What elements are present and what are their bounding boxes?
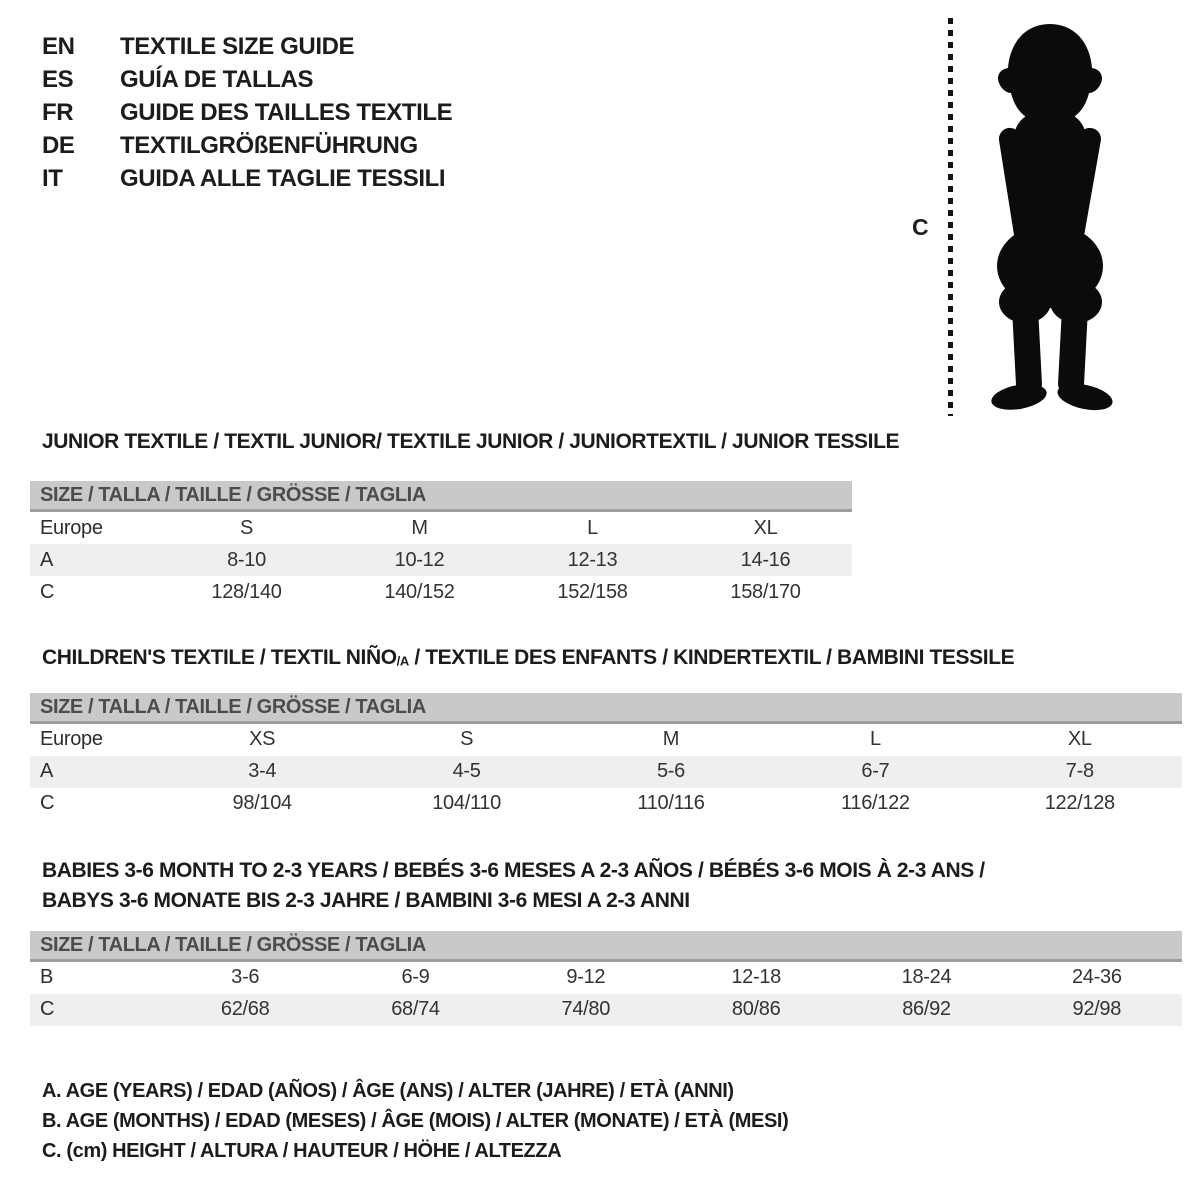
row-label: C (40, 580, 55, 603)
table-cell: 140/152 (384, 580, 455, 603)
legend (30, 1076, 1182, 1166)
table-cell: 110/116 (637, 792, 705, 815)
table-row (30, 544, 852, 576)
size-table (30, 962, 1182, 1026)
lang-code: EN (42, 33, 75, 60)
row-label: B (40, 966, 54, 989)
size-header-bar: SIZE / TALLA / TAILLE / GRÖSSE / TAGLIA (30, 481, 852, 512)
table-cell: XS (249, 728, 276, 751)
section-titles (30, 646, 1182, 674)
table-cell: L (869, 728, 881, 751)
section-titles (30, 856, 1182, 916)
table-cell: 86/92 (902, 998, 951, 1021)
size-tables (30, 430, 1182, 1166)
table-cell: 74/80 (561, 998, 611, 1021)
table-cell: 3-6 (231, 966, 260, 989)
table-cell: 4-5 (452, 760, 481, 783)
lang-row-es (42, 63, 452, 96)
table-cell: 12-13 (567, 548, 618, 571)
lang-row-de (42, 129, 452, 162)
table-cell: 14-16 (740, 548, 791, 571)
table-cell: S (239, 516, 254, 539)
lang-row-fr (42, 96, 452, 129)
section-title: BABIES 3-6 MONTH TO 2-3 YEARS / BEBÉS 3-6 MESES A 2-3 AÑOS / BÉBÉS 3-6 MOIS À 2-3 ANS / (42, 858, 985, 882)
lang-title: GUIDA ALLE TAGLIE TESSILI (120, 165, 446, 192)
table-cell: S (460, 728, 474, 751)
table-cell: 8-10 (227, 548, 266, 571)
table-cell: 9-12 (566, 966, 606, 989)
table-cell: M (662, 728, 680, 751)
table-cell: 24-36 (1071, 966, 1122, 989)
legend-line-a: A. AGE (YEARS) / EDAD (AÑOS) / ÂGE (ANS) / ALTER (JAHRE) / ETÀ (ANNI) (42, 1079, 734, 1102)
table-cell: L (587, 516, 598, 539)
toddler-silhouette-icon (964, 18, 1136, 418)
language-title-list (42, 30, 452, 195)
table-row (30, 724, 1182, 756)
table-cell: 68/74 (391, 998, 440, 1021)
lang-row-it (42, 162, 452, 195)
table-cell: XL (1067, 728, 1092, 751)
height-dashed-line (948, 18, 953, 416)
table-cell: 116/122 (841, 792, 910, 815)
table-cell: 98/104 (232, 792, 292, 815)
height-figure (900, 16, 1170, 426)
table-cell: 104/110 (432, 792, 501, 815)
table-cell: 18-24 (901, 966, 952, 989)
lang-title: TEXTILGRÖßENFÜHRUNG (120, 132, 418, 159)
table-cell: 80/86 (731, 998, 781, 1021)
lang-code: DE (42, 132, 75, 159)
row-label: C (40, 792, 55, 815)
table-cell: 122/128 (1044, 792, 1115, 815)
section-childrens-textile (30, 646, 1182, 820)
section-titles (30, 430, 1182, 454)
table-cell: 12-18 (731, 966, 781, 989)
row-label: Europe (40, 516, 103, 539)
row-label: C (40, 998, 55, 1021)
lang-code: IT (42, 165, 63, 192)
table-row (30, 512, 852, 544)
row-label: A (40, 760, 54, 783)
table-row (30, 756, 1182, 788)
table-row (30, 994, 1182, 1026)
table-cell: 6-7 (861, 760, 890, 783)
table-cell: 3-4 (248, 760, 277, 783)
row-label: A (40, 548, 54, 571)
legend-line-b: B. AGE (MONTHS) / EDAD (MESES) / ÂGE (MOIS) / ALTER (MONATE) / ETÀ (MESI) (42, 1109, 789, 1132)
row-label: Europe (40, 728, 103, 751)
size-sections-mount (30, 430, 1182, 1026)
table-cell: 10-12 (394, 548, 445, 571)
table-cell: M (411, 516, 428, 539)
table-cell: XL (753, 516, 778, 539)
table-cell: 6-9 (401, 966, 430, 989)
size-table (30, 724, 1182, 820)
size-header-bar: SIZE / TALLA / TAILLE / GRÖSSE / TAGLIA (30, 693, 1182, 724)
table-cell: 152/158 (557, 580, 628, 603)
table-row (30, 962, 1182, 994)
table-cell: 128/140 (211, 580, 282, 603)
table-cell: 7-8 (1065, 760, 1094, 783)
lang-row-en (42, 30, 452, 63)
section-babies (30, 856, 1182, 1026)
lang-code: ES (42, 66, 74, 93)
table-cell: 158/170 (730, 580, 801, 603)
table-cell: 62/68 (220, 998, 270, 1021)
size-header-bar: SIZE / TALLA / TAILLE / GRÖSSE / TAGLIA (30, 931, 1182, 962)
table-cell: 5-6 (656, 760, 685, 783)
section-title: BABYS 3-6 MONATE BIS 2-3 JAHRE / BAMBINI 3-6 MESI A 2-3 ANNI (42, 888, 690, 912)
lang-title: GUIDE DES TAILLES TEXTILE (120, 99, 453, 126)
height-measure-label: C (912, 214, 929, 240)
section-title: CHILDREN'S TEXTILE / TEXTIL NIÑO/A / TEXTILE DES ENFANTS / KINDERTEXTIL / BAMBINI TESSILE (42, 646, 1015, 669)
table-cell: 92/98 (1072, 998, 1122, 1021)
section-junior-textile (30, 430, 1182, 608)
lang-code: FR (42, 99, 74, 126)
legend-line-c: C. (cm) HEIGHT / ALTURA / HAUTEUR / HÖHE / ALTEZZA (42, 1139, 562, 1162)
size-table (30, 512, 852, 608)
section-title: JUNIOR TEXTILE / TEXTIL JUNIOR/ TEXTILE JUNIOR / JUNIORTEXTIL / JUNIOR TESSILE (42, 430, 900, 453)
table-row (30, 576, 852, 608)
lang-title: TEXTILE SIZE GUIDE (120, 33, 355, 60)
table-row (30, 788, 1182, 820)
lang-title: GUÍA DE TALLAS (120, 66, 314, 93)
